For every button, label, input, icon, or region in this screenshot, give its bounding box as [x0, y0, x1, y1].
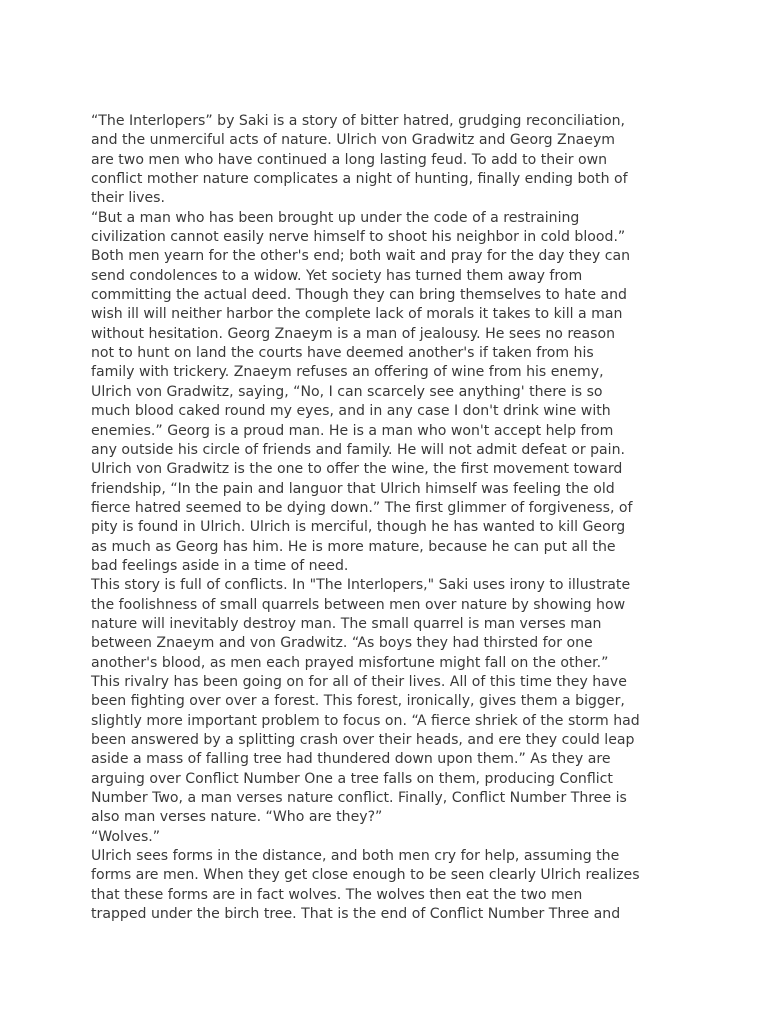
text-line: aside a mass of falling tree had thundered down upon them.” As they are: [91, 751, 611, 768]
text-line: between Znaeym and von Gradwitz. “As boys they had thirsted for one: [91, 635, 593, 652]
text-line: Both men yearn for the other's end; both wait and pray for the day they can: [91, 248, 631, 265]
text-line: bad feelings aside in a time of need.: [91, 557, 349, 574]
text-line: pity is found in Ulrich. Ulrich is merciful, though he has wanted to kill Georg: [91, 519, 626, 536]
essay-text: [91, 112, 691, 924]
text-line: Ulrich sees forms in the distance, and both men cry for help, assuming the: [91, 848, 620, 865]
text-line: family with trickery. Znaeym refuses an offering of wine from his enemy,: [91, 364, 604, 381]
text-line: without hesitation. Georg Znaeym is a man of jealousy. He sees no reason: [91, 325, 616, 342]
text-line: that these forms are in fact wolves. The wolves then eat the two men: [91, 886, 583, 903]
text-line: any outside his circle of friends and family. He will not admit defeat or pain.: [91, 441, 626, 458]
text-line: send condolences to a widow. Yet society has turned them away from: [91, 267, 583, 284]
text-line: and the unmerciful acts of nature. Ulrich von Gradwitz and Georg Znaeym: [91, 132, 616, 149]
text-line: Ulrich von Gradwitz, saying, “No, I can scarcely see anything' there is so: [91, 383, 603, 400]
text-line: much blood caked round my eyes, and in any case I don't drink wine with: [91, 403, 611, 420]
text-line: nature will inevitably destroy man. The small quarrel is man verses man: [91, 615, 602, 632]
text-line: as much as Georg has him. He is more mature, because he can put all the: [91, 538, 616, 555]
text-line: not to hunt on land the courts have deemed another's if taken from his: [91, 345, 594, 362]
text-line: also man verses nature. “Who are they?”: [91, 809, 383, 826]
text-line: This rivalry has been going on for all of their lives. All of this time they have: [91, 673, 627, 690]
text-line: civilization cannot easily nerve himself to shoot his neighbor in cold blood.”: [91, 229, 626, 246]
text-line: forms are men. When they get close enough to be seen clearly Ulrich realizes: [91, 867, 640, 884]
text-line: Ulrich von Gradwitz is the one to offer the wine, the first movement toward: [91, 461, 623, 478]
text-line: enemies.” Georg is a proud man. He is a man who won't accept help from: [91, 422, 614, 439]
text-line: committing the actual deed. Though they can bring themselves to hate and: [91, 287, 627, 304]
text-line: their lives.: [91, 190, 165, 207]
text-line: Number Two, a man verses nature conflict. Finally, Conflict Number Three is: [91, 790, 627, 807]
text-line: slightly more important problem to focus on. “A fierce shriek of the storm had: [91, 712, 640, 729]
text-line: been answered by a splitting crash over their heads, and ere they could leap: [91, 732, 635, 748]
text-line: conflict mother nature complicates a night of hunting, finally ending both of: [91, 171, 628, 188]
text-line: “Wolves.”: [91, 828, 161, 845]
text-line: trapped under the birch tree. That is the end of Conflict Number Three and: [91, 906, 621, 923]
text-line: wish ill will neither harbor the complete lack of morals it takes to kill a man: [91, 306, 623, 323]
text-line: “But a man who has been brought up under the code of a restraining: [91, 209, 580, 226]
text-line: friendship, “In the pain and languor that Ulrich himself was feeling the old: [91, 480, 615, 497]
text-line: another's blood, as men each prayed misfortune might fall on the other.”: [91, 654, 609, 671]
text-line: “The Interlopers” by Saki is a story of bitter hatred, grudging reconciliation,: [91, 113, 626, 129]
text-line: the foolishness of small quarrels between men over nature by showing how: [91, 596, 626, 613]
text-line: are two men who have continued a long lasting feud. To add to their own: [91, 151, 608, 168]
text-line: arguing over Conflict Number One a tree falls on them, producing Conflict: [91, 770, 613, 787]
text-line: This story is full of conflicts. In "The Interlopers," Saki uses irony to illustrate: [91, 577, 631, 594]
text-line: been fighting over over a forest. This forest, ironically, gives them a bigger,: [91, 693, 625, 710]
text-line: fierce hatred seemed to be dying down.” The first glimmer of forgiveness, of: [91, 499, 633, 516]
